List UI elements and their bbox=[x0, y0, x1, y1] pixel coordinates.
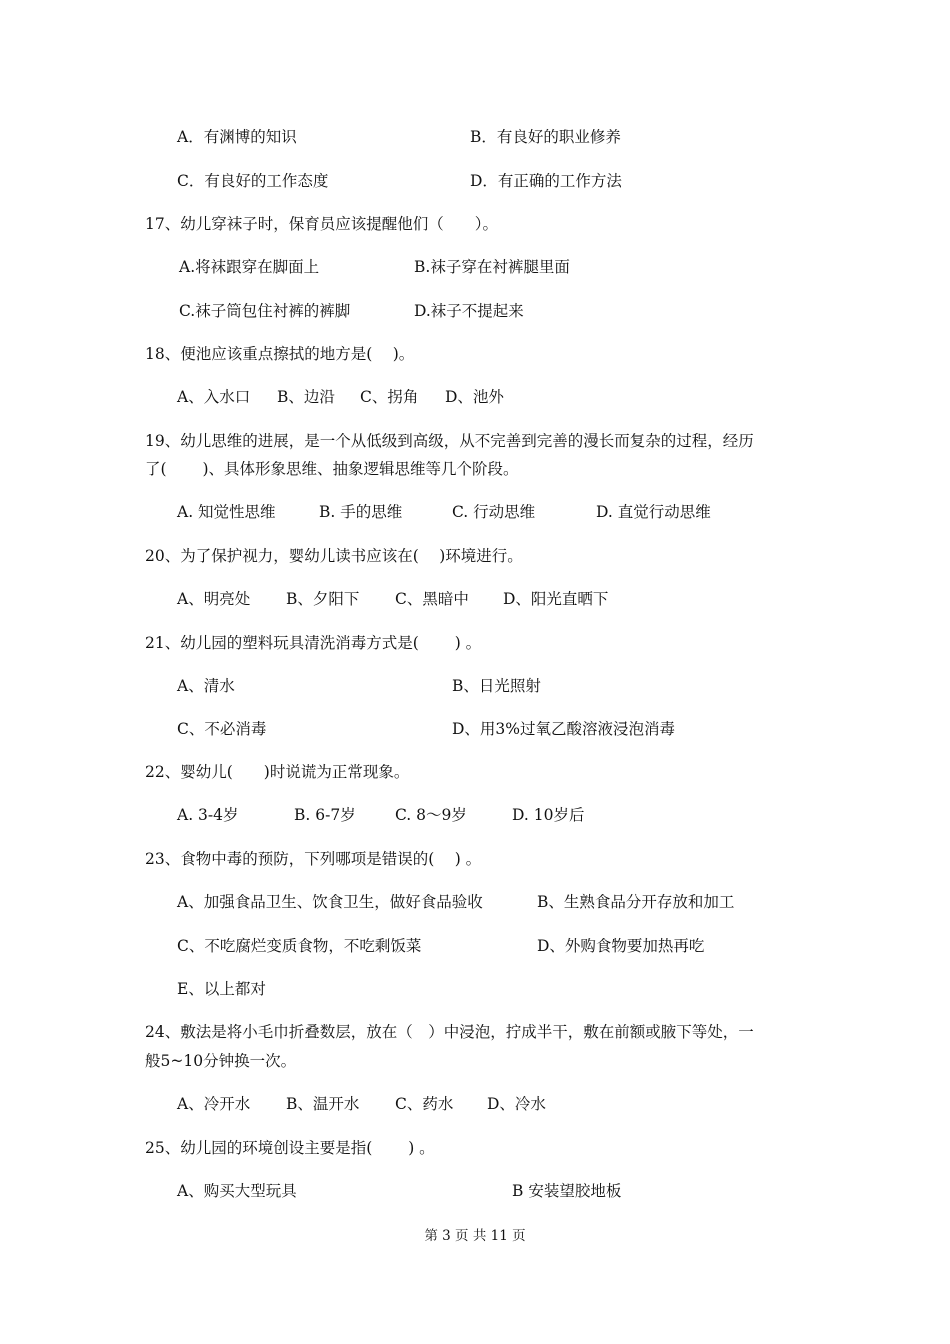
q21-option-a: A、清水 bbox=[177, 677, 235, 695]
q19-stem-line2: 了( )、具体形象思维、抽象逻辑思维等几个阶段。 bbox=[145, 460, 519, 478]
q22-option-b: B. 6-7岁 bbox=[294, 806, 356, 824]
q17-stem: 17、幼儿穿袜子时，保育员应该提醒他们（ ）。 bbox=[145, 215, 498, 233]
q16-option-c: C．有良好的工作态度 bbox=[177, 172, 329, 190]
q22-stem: 22、婴幼儿( )时说谎为正常现象。 bbox=[145, 763, 410, 781]
q25-stem: 25、幼儿园的环境创设主要是指( ) 。 bbox=[145, 1139, 435, 1157]
q25-option-a: A、购买大型玩具 bbox=[177, 1182, 297, 1200]
q19-option-b: B. 手的思维 bbox=[319, 503, 403, 521]
q21-option-d: D、用3%过氧乙酸溶液浸泡消毒 bbox=[452, 720, 676, 738]
q19-option-a: A. 知觉性思维 bbox=[177, 503, 276, 521]
q17-option-b: B.袜子穿在衬裤腿里面 bbox=[414, 258, 570, 276]
q18-option-a: A、入水口 bbox=[177, 388, 251, 406]
q22-option-a: A. 3-4岁 bbox=[177, 806, 239, 824]
q24-stem-line2: 般5~10分钟换一次。 bbox=[145, 1052, 297, 1070]
q18-option-b: B、边沿 bbox=[277, 388, 335, 406]
q20-stem: 20、为了保护视力，婴幼儿读书应该在( )环境进行。 bbox=[145, 547, 523, 565]
q20-option-a: A、明亮处 bbox=[177, 590, 251, 608]
page-footer: 第 3 页 共 11 页 bbox=[424, 1228, 526, 1244]
q25-option-b: B 安装望胶地板 bbox=[512, 1182, 622, 1200]
q18-option-c: C、拐角 bbox=[360, 388, 419, 406]
q18-stem: 18、便池应该重点擦拭的地方是( )。 bbox=[145, 345, 415, 363]
q21-stem: 21、幼儿园的塑料玩具清洗消毒方式是( ) 。 bbox=[145, 634, 482, 652]
q18-option-d: D、池外 bbox=[445, 388, 504, 406]
q17-option-a: A.将袜跟穿在脚面上 bbox=[179, 258, 320, 276]
q24-option-c: C、药水 bbox=[395, 1095, 454, 1113]
q24-option-d: D、冷水 bbox=[487, 1095, 546, 1113]
q20-option-c: C、黑暗中 bbox=[395, 590, 469, 608]
q20-option-d: D、阳光直晒下 bbox=[503, 590, 609, 608]
q23-option-b: B、生熟食品分开存放和加工 bbox=[537, 893, 735, 911]
q19-option-c: C. 行动思维 bbox=[452, 503, 536, 521]
q21-option-c: C、不必消毒 bbox=[177, 720, 267, 738]
q22-option-d: D. 10岁后 bbox=[512, 806, 585, 824]
q16-option-d: D．有正确的工作方法 bbox=[470, 172, 622, 190]
q23-option-a: A、加强食品卫生、饮食卫生，做好食品验收 bbox=[177, 893, 483, 911]
q23-stem: 23、食物中毒的预防，下列哪项是错误的( ) 。 bbox=[145, 850, 482, 868]
q23-option-c: C、不吃腐烂变质食物，不吃剩饭菜 bbox=[177, 937, 422, 955]
q17-option-d: D.袜子不提起来 bbox=[414, 302, 524, 320]
q16-option-b: B．有良好的职业修养 bbox=[470, 128, 621, 146]
q24-stem-line1: 24、敷法是将小毛巾折叠数层，放在（ ）中浸泡，拧成半干，敷在前额或腋下等处，一 bbox=[145, 1023, 754, 1041]
q19-option-d: D. 直觉行动思维 bbox=[596, 503, 711, 521]
q23-option-e: E、以上都对 bbox=[177, 980, 266, 998]
q24-option-a: A、冷开水 bbox=[177, 1095, 251, 1113]
q21-option-b: B、日光照射 bbox=[452, 677, 541, 695]
q24-option-b: B、温开水 bbox=[286, 1095, 360, 1113]
q19-stem-line1: 19、幼儿思维的进展，是一个从低级到高级，从不完善到完善的漫长而复杂的过程，经历 bbox=[145, 432, 754, 450]
q17-option-c: C.袜子筒包住衬裤的裤脚 bbox=[179, 302, 351, 320]
q23-option-d: D、外购食物要加热再吃 bbox=[537, 937, 705, 955]
q20-option-b: B、夕阳下 bbox=[286, 590, 360, 608]
q22-option-c: C. 8～9岁 bbox=[395, 806, 467, 824]
q16-option-a: A．有渊博的知识 bbox=[177, 128, 297, 146]
